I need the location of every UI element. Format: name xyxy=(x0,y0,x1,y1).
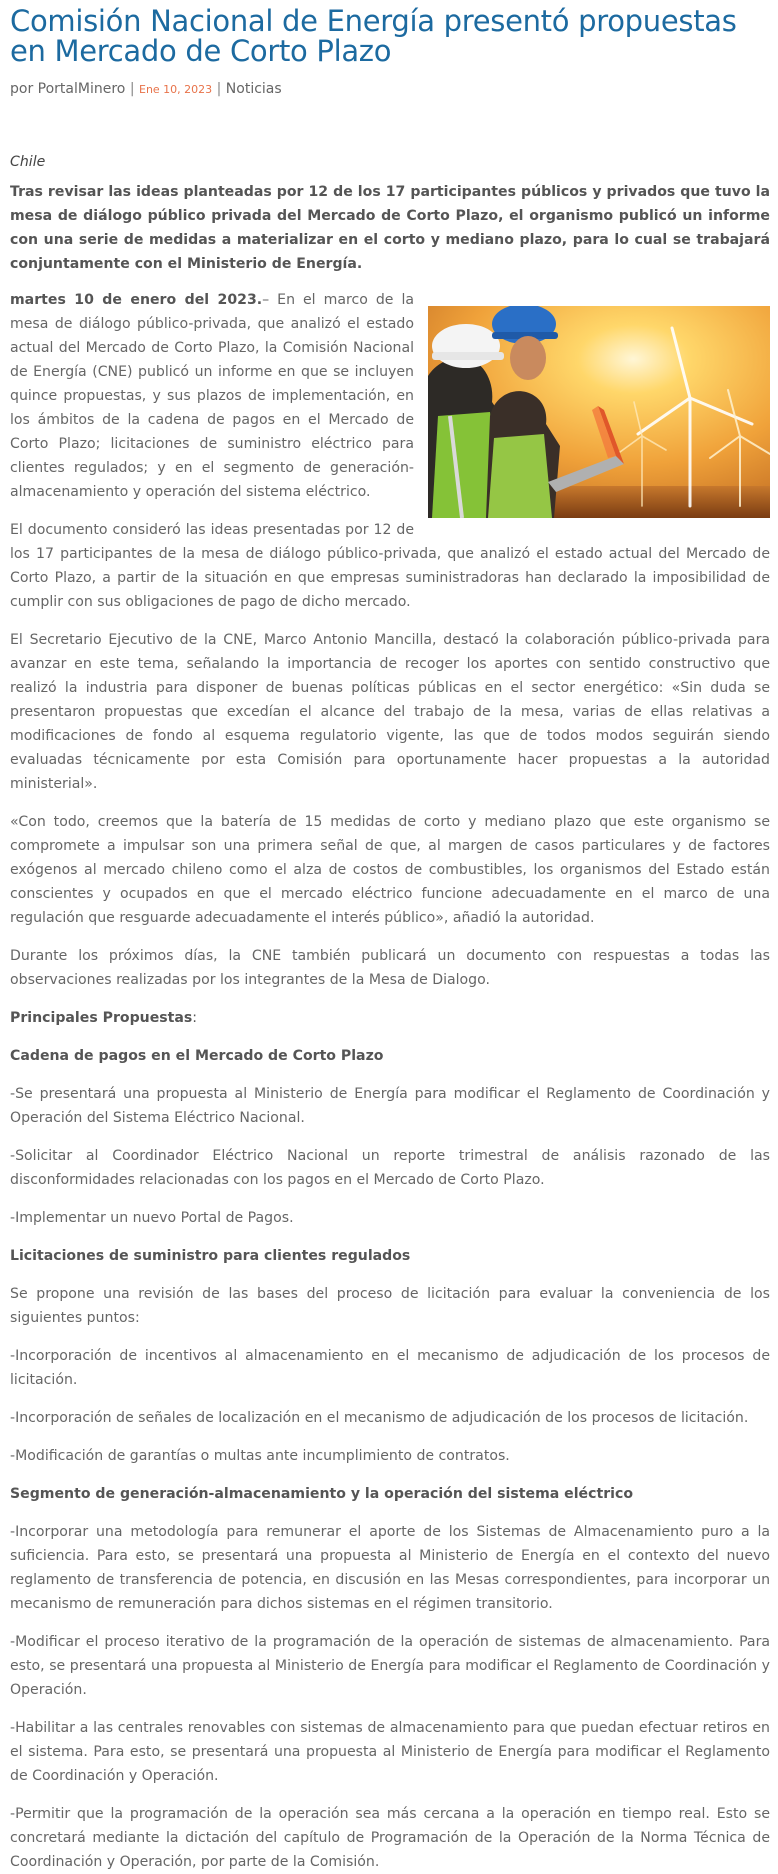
author-link[interactable]: PortalMinero xyxy=(37,81,126,97)
list-item: -Solicitar al Coordinador Eléctrico Nacional un reporte trimestral de análisis razonado de las disconformidades relacionadas con los pagos en el Mercado de Corto Plazo. xyxy=(10,1148,770,1188)
section-heading: Licitaciones de suministro para clientes regulados xyxy=(10,1248,411,1264)
article-body xyxy=(10,150,770,1874)
article xyxy=(10,0,770,1874)
list-item: -Incorporación de señales de localización en el mecanismo de adjudicación de los procesos de licitación. xyxy=(10,1410,749,1426)
section-heading: Cadena de pagos en el Mercado de Corto Plazo xyxy=(10,1048,384,1064)
post-date: Ene 10, 2023 xyxy=(139,83,213,96)
article-paragraph: Durante los próximos días, la CNE también publicará un documento con respuestas a todas las observaciones realizadas por los integrantes de la Mesa de Dialogo. xyxy=(10,948,770,988)
country-label: Chile xyxy=(10,154,46,170)
meta-separator: | xyxy=(212,81,226,97)
list-item: -Modificar el proceso iterativo de la programación de la operación de sistemas de almacenamiento. Para esto, se presentará una propuesta al Ministerio de Energía para modificar el Reglamento de Coordinación y Operación. xyxy=(10,1634,770,1698)
list-item: -Se presentará una propuesta al Ministerio de Energía para modificar el Reglamento de Coordinación y Operación del Sistema Eléctrico Nacional. xyxy=(10,1086,770,1126)
author-prefix: por xyxy=(10,81,38,97)
article-title: Comisión Nacional de Energía presentó propuestas en Mercado de Corto Plazo xyxy=(10,4,737,68)
wind-farm-workers-photo xyxy=(428,306,770,518)
list-item: -Incorporar una metodología para remunerar el aporte de los Sistemas de Almacenamiento puro a la suficiencia. Para esto, se presentará una propuesta al Ministerio de Energía en el contexto del nuevo reglamento de transferencia de potencia, en discusión en las Mesas correspondientes, para incorporar un mecanismo de remuneración para dichos sistemas en el régimen transitorio. xyxy=(10,1524,770,1612)
article-dateline: martes 10 de enero del 2023. xyxy=(10,292,263,308)
proposals-heading xyxy=(10,1006,770,1030)
list-item: -Permitir que la programación de la operación sea más cercana a la operación en tiempo real. Esto se concretará mediante la dictación del capítulo de Programación de la Operación de la Norma Técnica de Coordinación y Operación, por parte de la Comisión. xyxy=(10,1806,770,1870)
list-item: -Incorporación de incentivos al almacenamiento en el mecanismo de adjudicación de los procesos de licitación. xyxy=(10,1348,770,1388)
article-lead: Tras revisar las ideas planteadas por 12 de los 17 participantes públicos y privados que tuvo la mesa de diálogo público privada del Mercado de Corto Plazo, el organismo publicó un informe con una serie de medidas a materializar en el corto y mediano plazo, para lo cual se trabajará conjuntamente con el Ministerio de Energía. xyxy=(10,184,770,272)
article-paragraph: El documento consideró las ideas presentadas por 12 de los 17 participantes de la mesa de diálogo público-privada, que analizó el estado actual del Mercado de Corto Plazo, a partir de la situación en que empresas suministradoras han declarado la imposibilidad de cumplir con sus obligaciones de pago de dicho mercado. xyxy=(10,522,770,610)
article-paragraph: El Secretario Ejecutivo de la CNE, Marco Antonio Mancilla, destacó la colaboración público-privada para avanzar en este tema, señalando la importancia de recoger los aportes con sentido constructivo que realizó la industria para disponer de buenas políticas públicas en el sector energético: «Sin duda se presentaron propuestas que excedían el alcance del trabajo de la mesa, varias de ellas relativas a modificaciones de fondo al esquema regulatorio vigente, las que de todos modos seguirán siendo evaluadas técnicamente por esta Comisión para oportunamente hacer propuestas a la autoridad ministerial». xyxy=(10,632,770,792)
list-item: -Habilitar a las centrales renovables con sistemas de almacenamiento para que puedan efectuar retiros en el sistema. Para esto, se presentará una propuesta al Ministerio de Energía para modificar el Reglamento de Coordinación y Operación. xyxy=(10,1720,770,1784)
category-link[interactable]: Noticias xyxy=(225,81,282,97)
list-item: -Modificación de garantías o multas ante incumplimiento de contratos. xyxy=(10,1448,510,1464)
meta-separator: | xyxy=(125,81,139,97)
proposals-heading-colon: : xyxy=(192,1010,198,1026)
list-item: Se propone una revisión de las bases del proceso de licitación para evaluar la conveniencia de los siguientes puntos: xyxy=(10,1286,770,1326)
article-intro-text: – En el marco de la mesa de diálogo público-privada, que analizó el estado actual del Mercado de Corto Plazo, la Comisión Nacional de Energía (CNE) publicó un informe en que se incluyen quince propuestas, y sus plazos de implementación, en los ámbitos de la cadena de pagos en el Mercado de Corto Plazo; licitaciones de suministro eléctrico para clientes regulados; y en el segmento de generación-almacenamiento y operación del sistema eléctrico. xyxy=(10,292,415,500)
post-meta xyxy=(10,79,770,100)
section-heading: Segmento de generación-almacenamiento y la operación del sistema eléctrico xyxy=(10,1486,634,1502)
list-item: -Implementar un nuevo Portal de Pagos. xyxy=(10,1210,294,1226)
article-paragraph: «Con todo, creemos que la batería de 15 medidas de corto y mediano plazo que este organismo se compromete a impulsar son una primera señal de que, al margen de casos particulares y de factores exógenos al mercado chileno como el alza de costos de combustibles, los organismos del Estado están conscientes y ocupados en que el mercado eléctrico funcione adecuadamente en el marco de una regulación que resguarde adecuadamente el interés público», añadió la autoridad. xyxy=(10,814,770,926)
proposals-heading-text: Principales Propuestas xyxy=(10,1010,193,1026)
